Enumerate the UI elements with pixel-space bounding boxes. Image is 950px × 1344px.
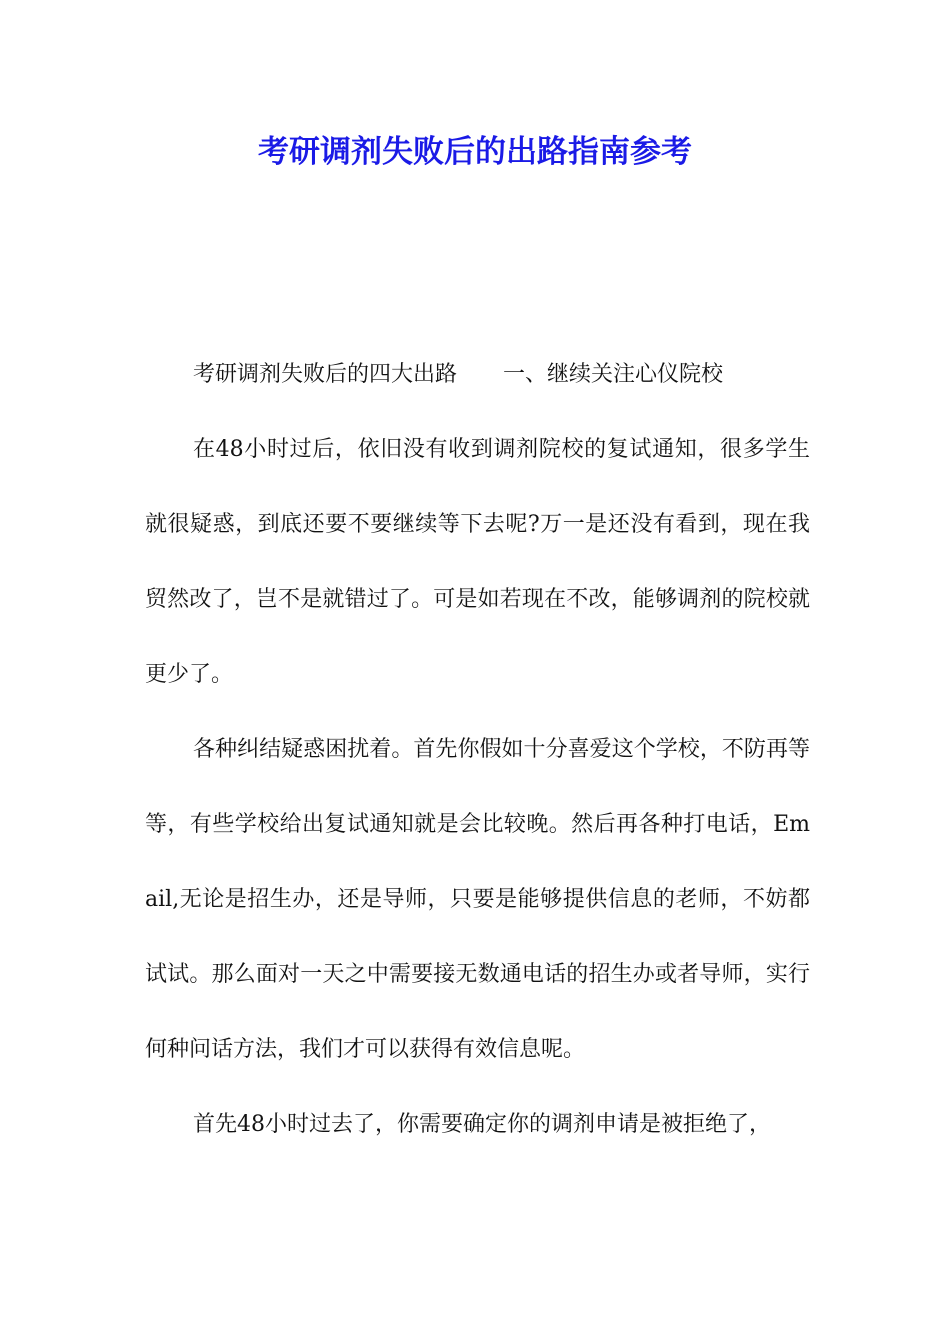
document-body	[145, 337, 810, 1162]
document-title: 考研调剂失败后的出路指南参考	[258, 134, 692, 170]
paragraph-1: 在48小时过后，依旧没有收到调剂院校的复试通知，很多学生就很疑惑，到底还要不要继续等下去呢?万一是还没有看到，现在我贸然改了，岂不是就错过了。可是如若现在不改，能够调剂的院校就更少了。	[145, 437, 810, 687]
section-heading-line	[145, 337, 810, 412]
section-heading: 考研调剂失败后的四大出路	[193, 362, 458, 387]
paragraph-3: 首先48小时过去了，你需要确定你的调剂申请是被拒绝了，	[193, 1112, 771, 1137]
subsection-heading: 一、继续关注心仪院校	[503, 362, 724, 387]
paragraph-2: 各种纠结疑惑困扰着。首先你假如十分喜爱这个学校，不防再等等，有些学校给出复试通知就是会比较晚。然后再各种打电话，Email,无论是招生办，还是导师，只要是能够提供信息的老师，不妨都试试。那么面对一天之中需要接无数通电话的招生办或者导师，实行何种问话方法，我们才可以获得有效信息呢。	[145, 737, 810, 1062]
